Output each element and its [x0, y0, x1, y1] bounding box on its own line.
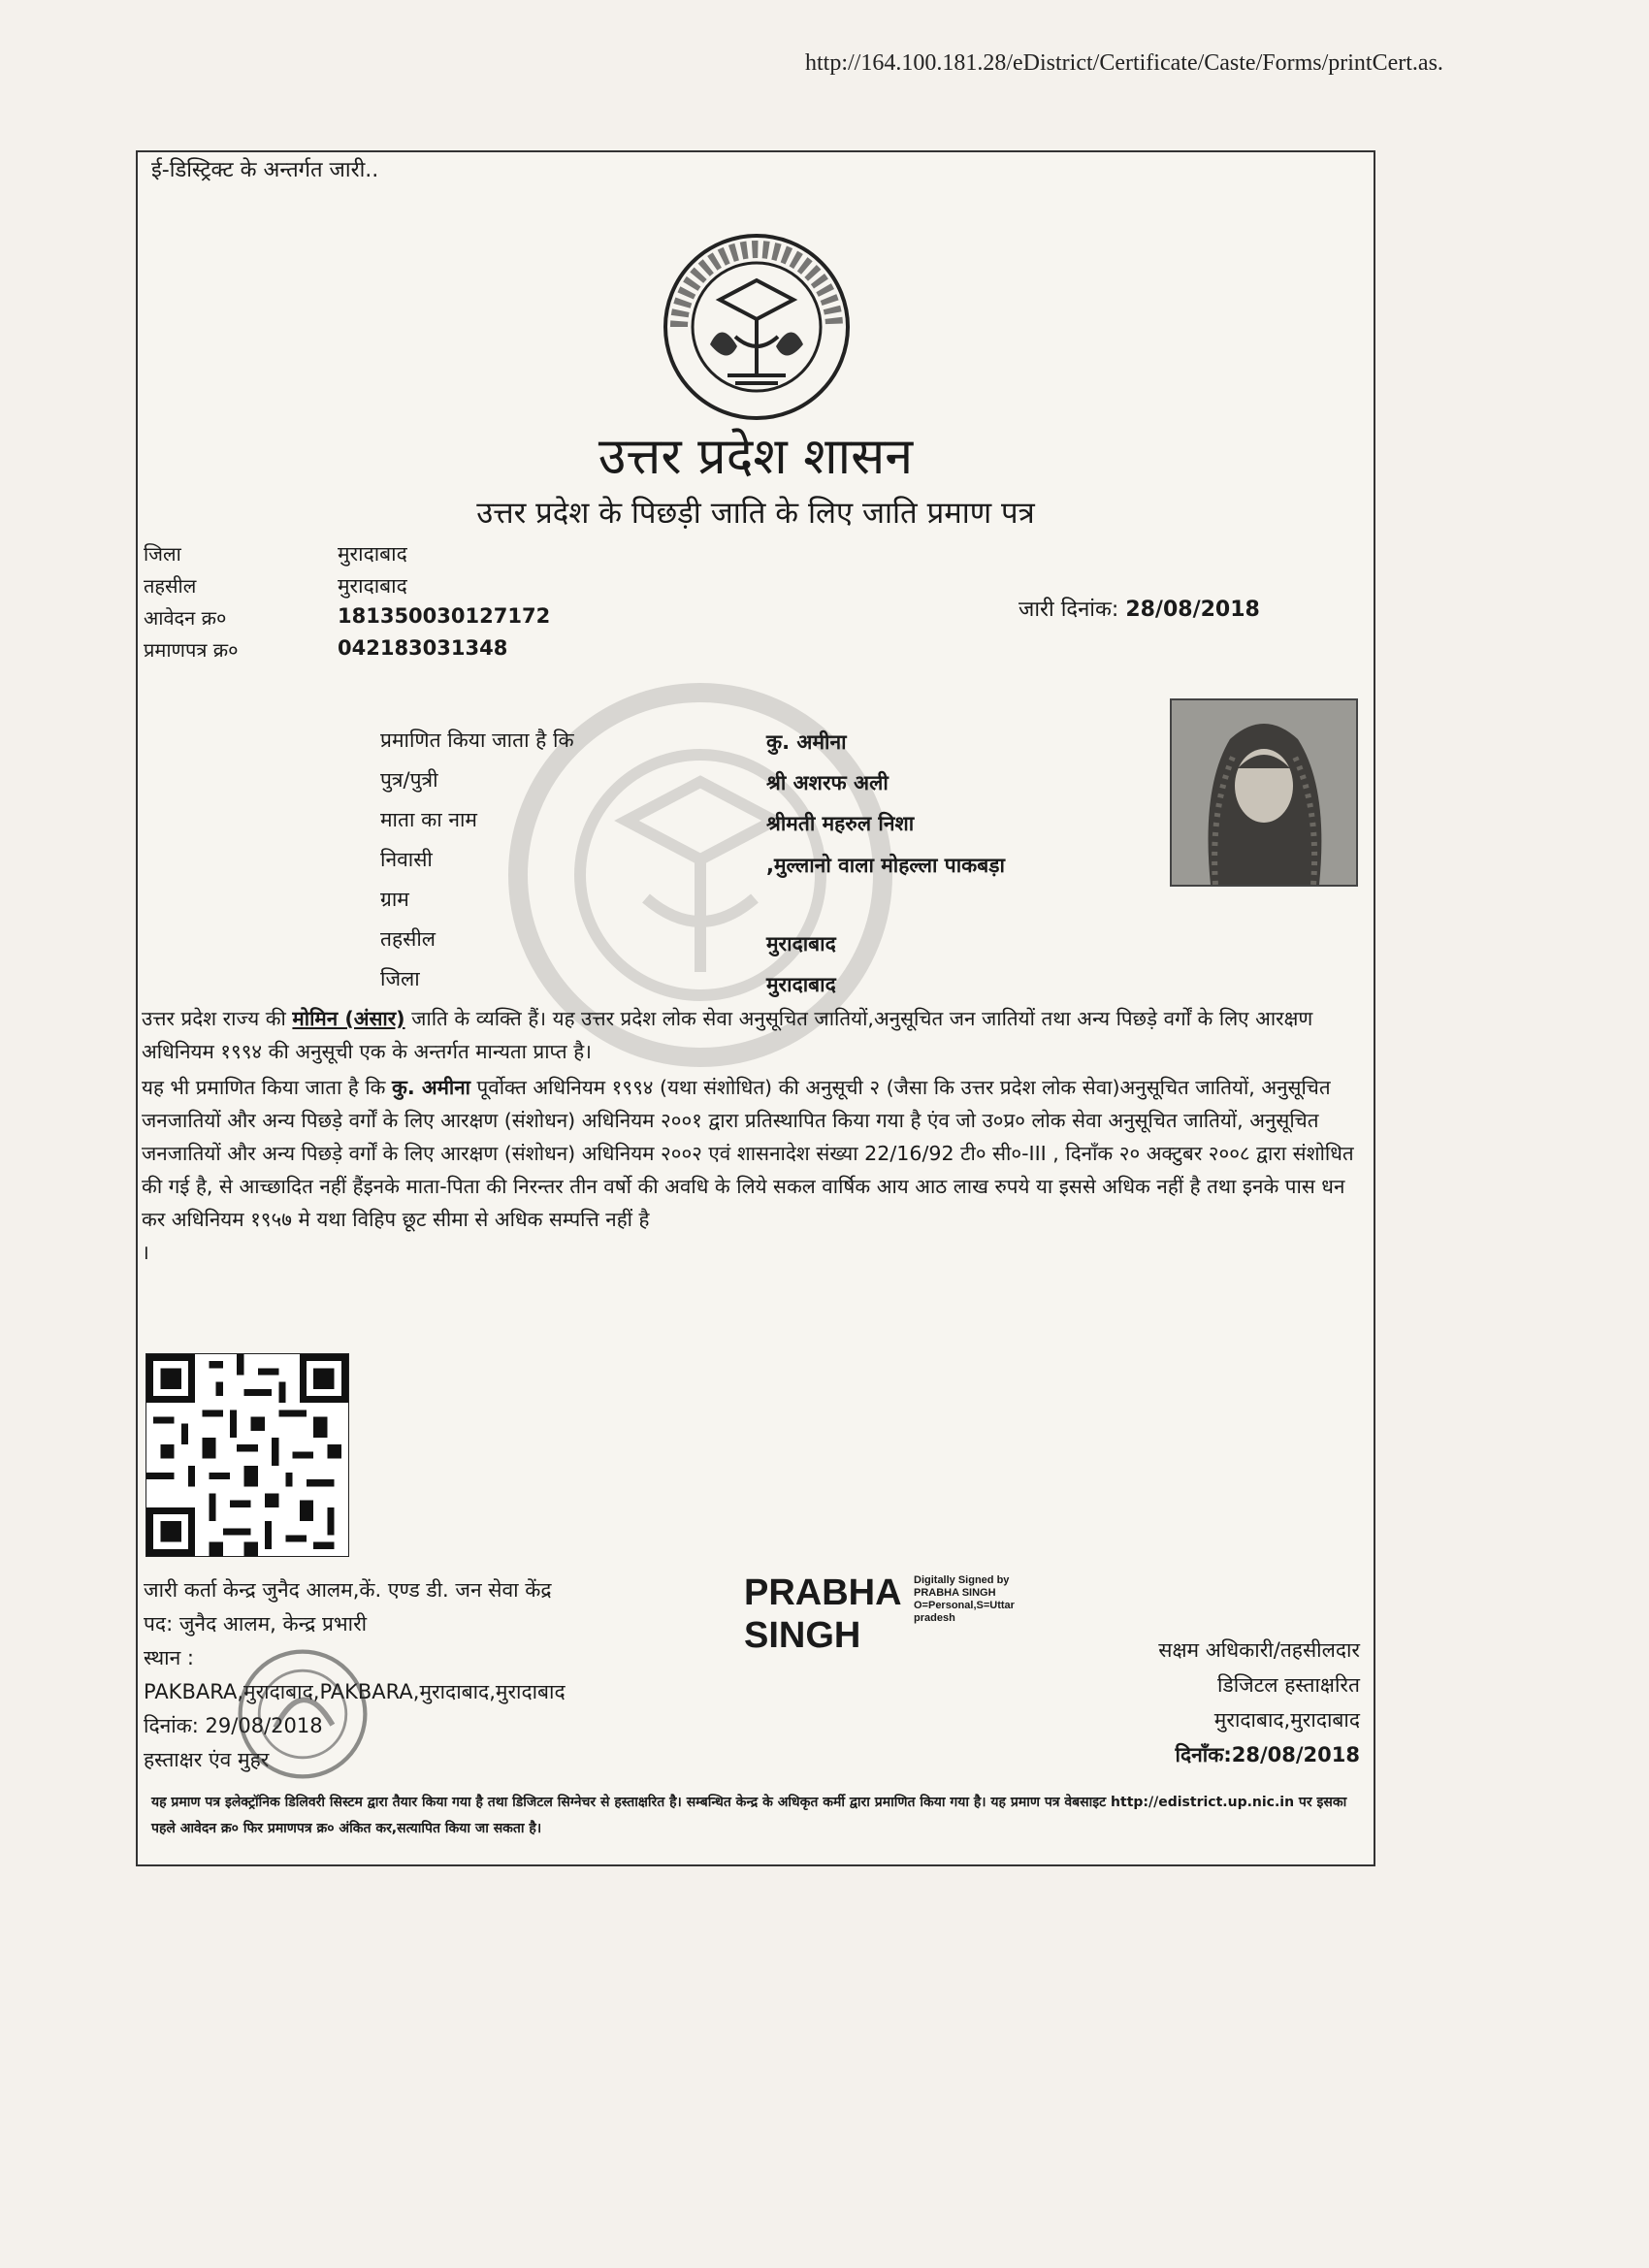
issuing-center: जारी कर्ता केन्द्र जुनैद आलम,कें. एण्ड डी. जन सेवा केंद्र — [144, 1578, 552, 1602]
caste-statement-pre: उत्तर प्रदेश राज्य की — [142, 1007, 293, 1030]
creamy-layer-paragraph — [142, 1071, 1370, 1269]
creamy-layer-end: । — [142, 1241, 149, 1264]
digital-signature-name-line2: SINGH — [744, 1615, 861, 1656]
up-state-emblem-icon — [660, 230, 854, 424]
applicant-photo — [1170, 698, 1358, 887]
issue-date — [1018, 594, 1260, 623]
field-district-label: जिला — [380, 967, 420, 990]
digital-signature-name — [744, 1571, 902, 1657]
certificate-frame — [136, 150, 1375, 1866]
issue-date-label: जारी दिनांक: — [1018, 598, 1119, 622]
creamy-layer-name: कु. अमीना — [392, 1076, 471, 1099]
field-tehsil-label: तहसील — [380, 927, 436, 951]
field-mother-value: श्रीमती महरुल निशा — [766, 812, 915, 835]
field-district-value: मुरादाबाद — [766, 973, 836, 996]
officer-title: सक्षम अधिकारी/तहसीलदार — [1158, 1638, 1360, 1662]
issuer-date: दिनांक: 29/08/2018 — [144, 1714, 323, 1737]
digital-signature-name-line1: PRABHA — [744, 1572, 902, 1613]
issuer-post: पद: जुनैद आलम, केन्द्र प्रभारी — [144, 1612, 368, 1636]
field-parent-label: पुत्र/पुत्री — [380, 768, 438, 792]
application-no-label: आवेदन क्र० — [144, 606, 227, 630]
field-resident-label: निवासी — [380, 848, 433, 871]
field-certified-label: प्रमाणित किया जाता है कि — [380, 729, 574, 752]
digital-signature-details-line1: Digitally Signed by — [914, 1574, 1010, 1586]
certificate-no-label: प्रमाणपत्र क्र० — [144, 638, 239, 662]
officer-date: दिनाँक:28/08/2018 — [1175, 1743, 1360, 1766]
officer-place: मुरादाबाद,मुरादाबाद — [1213, 1708, 1360, 1732]
issuer-place-label: स्थान : — [144, 1646, 195, 1669]
issuer-round-seal-icon — [235, 1646, 371, 1782]
field-village-label: ग्राम — [380, 888, 409, 911]
field-tehsil-value: मुरादाबाद — [766, 932, 836, 956]
field-mother-label: माता का नाम — [380, 808, 477, 831]
creamy-layer-pre: यह भी प्रमाणित किया जाता है कि — [142, 1076, 393, 1099]
issuer-place: PAKBARA,मुरादाबाद,PAKBARA,मुरादाबाद,मुरादाबाद — [144, 1680, 566, 1703]
caste-name: मोमिन (अंसार) — [292, 1007, 405, 1030]
digital-signature-details-line3: O=Personal,S=Uttar — [914, 1600, 1015, 1611]
issue-date-value: 28/08/2018 — [1125, 598, 1260, 622]
issuer-signature-label: हस्ताक्षर एंव मुहर — [144, 1748, 270, 1771]
page-url: http://164.100.181.28/eDistrict/Certificate/Caste/Forms/printCert.as. — [805, 50, 1443, 76]
digital-signature-details-line2: PRABHA SINGH — [914, 1587, 996, 1599]
district-value: मुरादाबाद — [338, 542, 407, 566]
district-label: जिला — [144, 542, 181, 566]
footer-note: यह प्रमाण पत्र इलेक्ट्रॉनिक डिलिवरी सिस्टम द्वारा तैयार किया गया है तथा डिजिटल सिग्नेचर से हस्ताक्षरित है। सम्बन्धित केन्द्र के अधिकृत कर्मी द्वारा प्रमाणित किया गया है। यह प्रमाण पत्र वेबसाइट http://edistrict.up.nic.in पर इसका पहले आवेदन क्र० फिर प्रमाणपत्र क्र० अंकित कर,सत्यापित किया जा सकता है। — [151, 1795, 1347, 1836]
applicant-photo-image — [1172, 700, 1356, 885]
government-title: उत्तर प्रदेश शासन — [598, 428, 914, 486]
certificate-title: उत्तर प्रदेश के पिछड़ी जाति के लिए जाति प्रमाण पत्र — [476, 496, 1035, 531]
application-no-value: 181350030127172 — [338, 604, 551, 628]
tehsil-label: तहसील — [144, 574, 197, 598]
field-certified-value: कु. अमीना — [766, 730, 847, 754]
field-parent-value: श्री अशरफ अली — [766, 771, 889, 794]
digital-signature-details-line4: pradesh — [914, 1612, 955, 1624]
certificate-no-value: 042183031348 — [338, 636, 508, 660]
qr-code-icon — [146, 1353, 349, 1557]
caste-statement-paragraph — [142, 1002, 1370, 1068]
field-resident-value: ,मुल्लानो वाला मोहल्ला पाकबड़ा — [766, 854, 1005, 877]
issued-under-text: ई-डिस्ट्रिक्ट के अन्तर्गत जारी.. — [151, 158, 379, 182]
creamy-layer-post: पूर्वोक्त अधिनियम १९९४ (यथा संशोधित) की अनुसूची २ (जैसा कि उत्तर प्रदेश लोक सेवा)अनुसूचित जातियों, अनुसूचित जनजातियों और अन्य पिछड़े वर्गों के लिए आरक्षण (संशोधन) अधिनियम २००१ द्वारा प्रतिस्थापित किया गया है एंव जो उ०प्र० लोक सेवा अनुसूचित जातियों, अनुसूचित जनजातियों और अन्य पिछड़े वर्गों के लिए आरक्षण (संशोधन) अधिनियम २००२ एवं शासनादेश संख्या 22/16/92 टी० सी०-III , दिनाँक २० अक्टुबर २००८ द्वारा संशोधित की गई है, से आच्छादित नहीं हैंइनके माता-पिता की निरन्तर तीन वर्षो की अवधि के लिये सकल वार्षिक आय आठ लाख रुपये या इससे अधिक नहीं है तथा इनके पास धन कर अधिनियम १९५७ मे यथा विहिप छूट सीमा से अधिक सम्पत्ति नहीं है — [142, 1076, 1354, 1231]
digital-signature-details — [914, 1574, 1015, 1625]
caste-statement-post: जाति के व्यक्ति हैं। यह उत्तर प्रदेश लोक सेवा अनुसूचित जातियों,अनुसूचित जन जातियों तथा अन्य पिछड़े वर्गों के लिए आरक्षण अधिनियम १९९४ की अनुसूची एक के अन्तर्गत मान्यता प्राप्त है। — [142, 1007, 1313, 1063]
tehsil-value: मुरादाबाद — [338, 574, 407, 598]
officer-digital-signed: डिजिटल हस्ताक्षरित — [1217, 1673, 1360, 1697]
